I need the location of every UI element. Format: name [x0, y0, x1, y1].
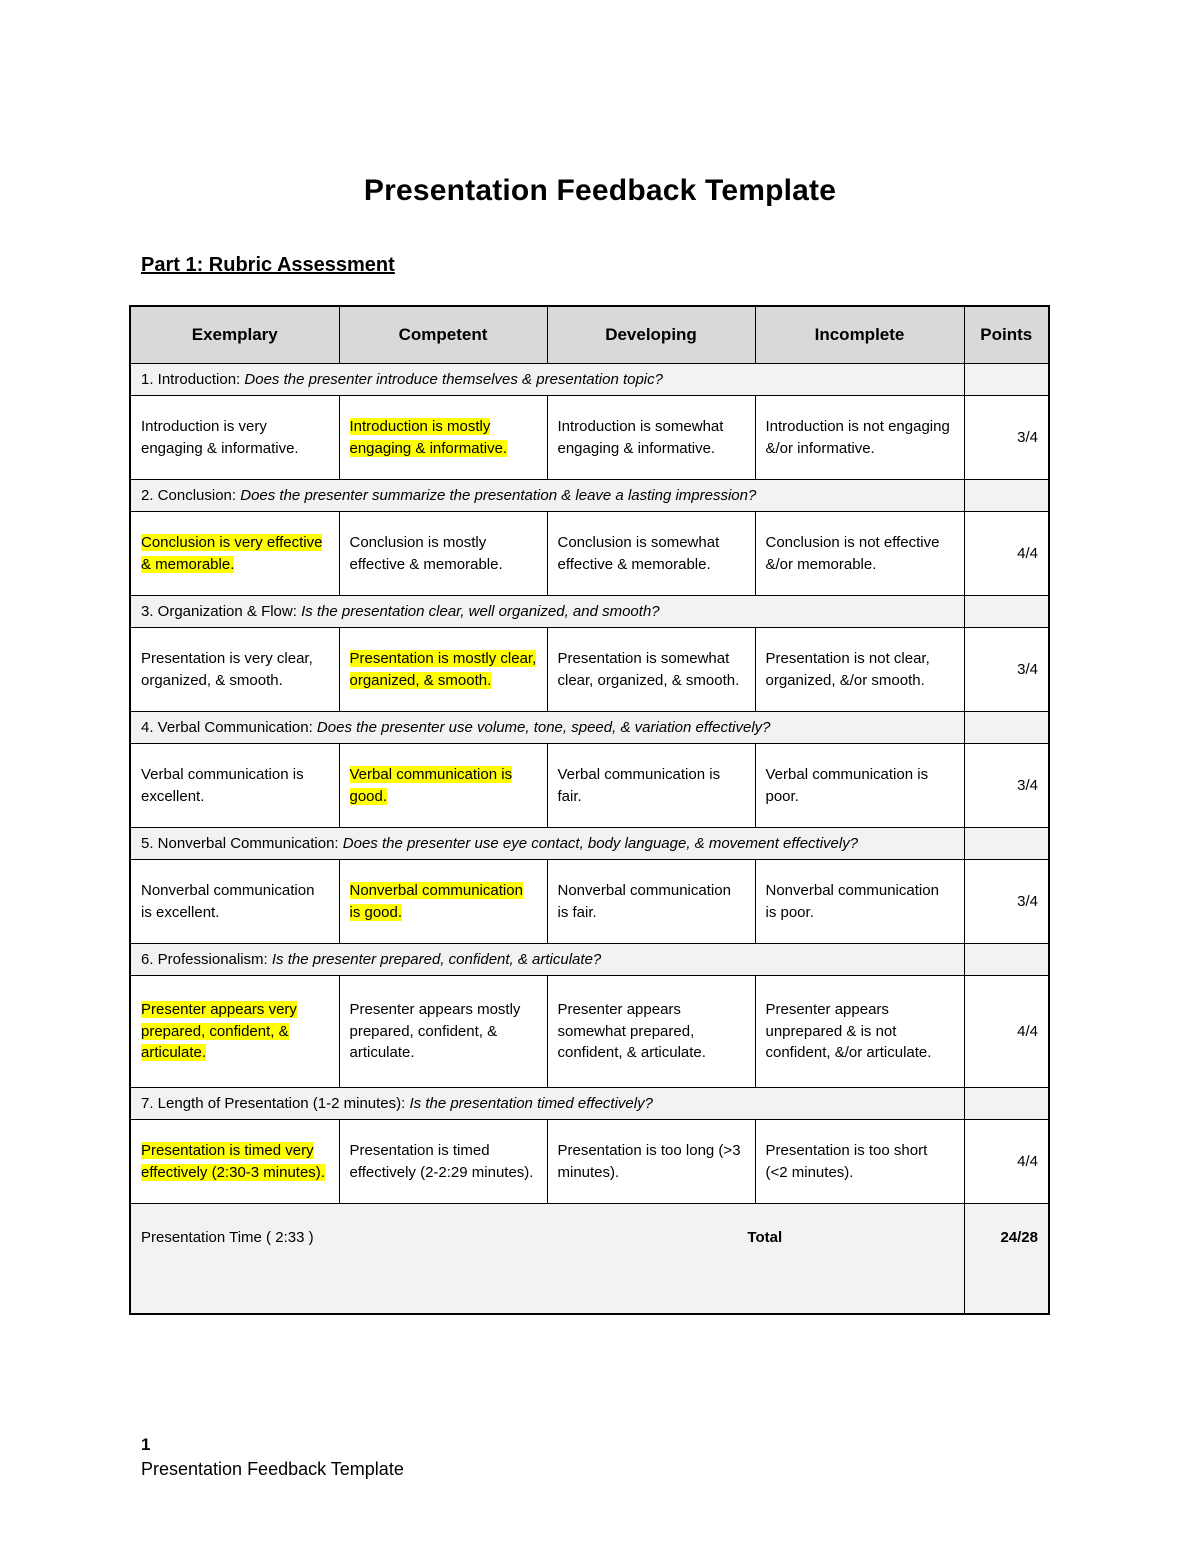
- column-header-developing: Developing: [547, 306, 755, 364]
- criterion-question: [130, 712, 964, 744]
- column-header-incomplete: Incomplete: [755, 306, 964, 364]
- criterion-label: 1. Introduction:: [141, 370, 245, 388]
- criterion-question-points-cell: [964, 480, 1049, 512]
- criterion-prompt: Does the presenter introduce themselves & presentation topic?: [244, 370, 663, 388]
- criterion-question-row: [130, 944, 1049, 976]
- criterion-level-row: [130, 860, 1049, 944]
- rubric-cell-text: Presentation is timed effectively (2-2:29 minutes).: [349, 1142, 534, 1181]
- rubric-cell-text: Nonverbal communication is poor.: [765, 882, 939, 921]
- criterion-question-points-cell: [964, 1088, 1049, 1120]
- rubric-cell-text: Presentation is very clear, organized, & smooth.: [141, 650, 313, 689]
- rubric-cell-competent: [339, 396, 547, 480]
- criterion-points: 4/4: [964, 976, 1049, 1088]
- criterion-prompt: Does the presenter summarize the presentation & leave a lasting impression?: [240, 486, 757, 504]
- rubric-cell-incomplete: [755, 744, 964, 828]
- rubric-cell-incomplete: [755, 396, 964, 480]
- rubric-cell-competent: [339, 976, 547, 1088]
- rubric-cell-exemplary: [130, 396, 339, 480]
- criterion-label: 5. Nonverbal Communication:: [141, 834, 343, 852]
- rubric-cell-text: Presentation is too long (>3 minutes).: [557, 1142, 741, 1181]
- criterion-question-row: [130, 480, 1049, 512]
- rubric-cell-text: Conclusion is not effective &/or memorable.: [765, 534, 940, 573]
- rubric-cell-competent: [339, 744, 547, 828]
- rubric-cell-text: Conclusion is very effective & memorable.: [141, 534, 323, 573]
- criterion-question-points-cell: [964, 596, 1049, 628]
- criterion-question: [130, 480, 964, 512]
- criterion-question-points-cell: [964, 944, 1049, 976]
- criterion-level-row: [130, 396, 1049, 480]
- rubric-cell-exemplary: [130, 860, 339, 944]
- rubric-cell-incomplete: [755, 976, 964, 1088]
- header-row: [130, 306, 1049, 364]
- criterion-level-row: [130, 976, 1049, 1088]
- rubric-cell-competent: [339, 860, 547, 944]
- page-number: 1: [141, 1435, 151, 1454]
- rubric-cell-text: Verbal communication is fair.: [557, 766, 721, 805]
- criterion-label: 7. Length of Presentation (1-2 minutes):: [141, 1094, 410, 1112]
- criterion-level-row: [130, 744, 1049, 828]
- page-title: Presentation Feedback Template: [363, 174, 837, 207]
- criterion-label: 4. Verbal Communication:: [141, 718, 317, 736]
- criterion-question: [130, 364, 964, 396]
- rubric-cell-text: Presentation is somewhat clear, organized, & smooth.: [557, 650, 740, 689]
- criterion-label: 3. Organization & Flow:: [141, 602, 302, 620]
- rubric-cell-incomplete: [755, 628, 964, 712]
- column-header-exemplary: Exemplary: [130, 306, 339, 364]
- rubric-cell-text: Nonverbal communication is excellent.: [141, 882, 315, 921]
- criterion-prompt: Is the presentation timed effectively?: [409, 1094, 653, 1112]
- total-label: Total: [747, 1229, 783, 1246]
- rubric-cell-text: Conclusion is mostly effective & memorable.: [349, 534, 503, 573]
- rubric-cell-text: Introduction is very engaging & informative.: [141, 418, 299, 457]
- criterion-points: 3/4: [964, 860, 1049, 944]
- rubric-cell-developing: [547, 1120, 755, 1204]
- rubric-cell-text: Presentation is timed very effectively (2:30-3 minutes).: [141, 1142, 325, 1181]
- rubric-cell-competent: [339, 1120, 547, 1204]
- criterion-points: 4/4: [964, 512, 1049, 596]
- total-row-content: [130, 1204, 964, 1315]
- total-value: 24/28: [964, 1204, 1049, 1315]
- rubric-cell-exemplary: [130, 744, 339, 828]
- rubric-cell-developing: [547, 860, 755, 944]
- criterion-points: 4/4: [964, 1120, 1049, 1204]
- rubric-cell-text: Nonverbal communication is fair.: [557, 882, 731, 921]
- presentation-time: Presentation Time ( 2:33 ): [141, 1229, 314, 1246]
- rubric-cell-text: Verbal communication is poor.: [765, 766, 929, 805]
- criterion-points: 3/4: [964, 744, 1049, 828]
- total-row: [130, 1204, 1049, 1315]
- rubric-cell-incomplete: [755, 860, 964, 944]
- rubric-cell-text: Verbal communication is excellent.: [141, 766, 304, 805]
- criterion-level-row: [130, 628, 1049, 712]
- rubric-cell-text: Nonverbal communication is good.: [349, 882, 523, 921]
- rubric-cell-text: Presenter appears somewhat prepared, confident, & articulate.: [557, 1001, 706, 1062]
- rubric-cell-exemplary: [130, 628, 339, 712]
- rubric-cell-text: Presentation is not clear, organized, &/or smooth.: [765, 650, 930, 689]
- rubric-cell-text: Presenter appears very prepared, confident, & articulate.: [141, 1001, 297, 1062]
- criterion-question-points-cell: [964, 828, 1049, 860]
- criterion-level-row: [130, 1120, 1049, 1204]
- criterion-question-row: [130, 1088, 1049, 1120]
- criterion-level-row: [130, 512, 1049, 596]
- criterion-question: [130, 596, 964, 628]
- rubric-cell-text: Introduction is mostly engaging & informative.: [349, 418, 508, 457]
- criterion-prompt: Is the presentation clear, well organized, and smooth?: [301, 602, 660, 620]
- criterion-question-row: [130, 828, 1049, 860]
- rubric-cell-text: Presentation is mostly clear, organized, & smooth.: [349, 650, 537, 689]
- criterion-question: [130, 1088, 964, 1120]
- criterion-question-row: [130, 712, 1049, 744]
- rubric-cell-text: Verbal communication is good.: [349, 766, 513, 805]
- rubric-cell-developing: [547, 396, 755, 480]
- rubric-cell-exemplary: [130, 976, 339, 1088]
- rubric-table: [129, 305, 1050, 1315]
- rubric-cell-text: Presenter appears unprepared & is not confident, &/or articulate.: [765, 1001, 932, 1062]
- footer-doc-title: Presentation Feedback Template: [141, 1459, 404, 1479]
- rubric-cell-developing: [547, 512, 755, 596]
- criterion-question-row: [130, 596, 1049, 628]
- column-header-competent: Competent: [339, 306, 547, 364]
- criterion-prompt: Is the presenter prepared, confident, & articulate?: [271, 950, 602, 968]
- rubric-cell-text: Introduction is somewhat engaging & informative.: [557, 418, 724, 457]
- criterion-question: [130, 944, 964, 976]
- criterion-points: 3/4: [964, 396, 1049, 480]
- criterion-prompt: Does the presenter use volume, tone, speed, & variation effectively?: [316, 718, 771, 736]
- rubric-cell-developing: [547, 976, 755, 1088]
- criterion-prompt: Does the presenter use eye contact, body language, & movement effectively?: [342, 834, 859, 852]
- criterion-label: 6. Professionalism:: [141, 950, 272, 968]
- rubric-cell-incomplete: [755, 1120, 964, 1204]
- rubric-cell-text: Introduction is not engaging &/or informative.: [765, 418, 950, 457]
- criterion-points: 3/4: [964, 628, 1049, 712]
- rubric-cell-developing: [547, 744, 755, 828]
- criterion-question-row: [130, 364, 1049, 396]
- rubric-cell-text: Presenter appears mostly prepared, confident, & articulate.: [349, 1001, 521, 1062]
- rubric-cell-text: Presentation is too short (<2 minutes).: [765, 1142, 928, 1181]
- criterion-label: 2. Conclusion:: [141, 486, 241, 504]
- rubric-cell-competent: [339, 512, 547, 596]
- rubric-cell-competent: [339, 628, 547, 712]
- criterion-question: [130, 828, 964, 860]
- rubric-cell-exemplary: [130, 1120, 339, 1204]
- rubric-cell-exemplary: [130, 512, 339, 596]
- rubric-cell-text: Conclusion is somewhat effective & memorable.: [557, 534, 720, 573]
- rubric-cell-incomplete: [755, 512, 964, 596]
- criterion-question-points-cell: [964, 364, 1049, 396]
- part-heading: Part 1: Rubric Assessment: [141, 254, 395, 276]
- criterion-question-points-cell: [964, 712, 1049, 744]
- rubric-cell-developing: [547, 628, 755, 712]
- column-header-points: Points: [964, 306, 1049, 364]
